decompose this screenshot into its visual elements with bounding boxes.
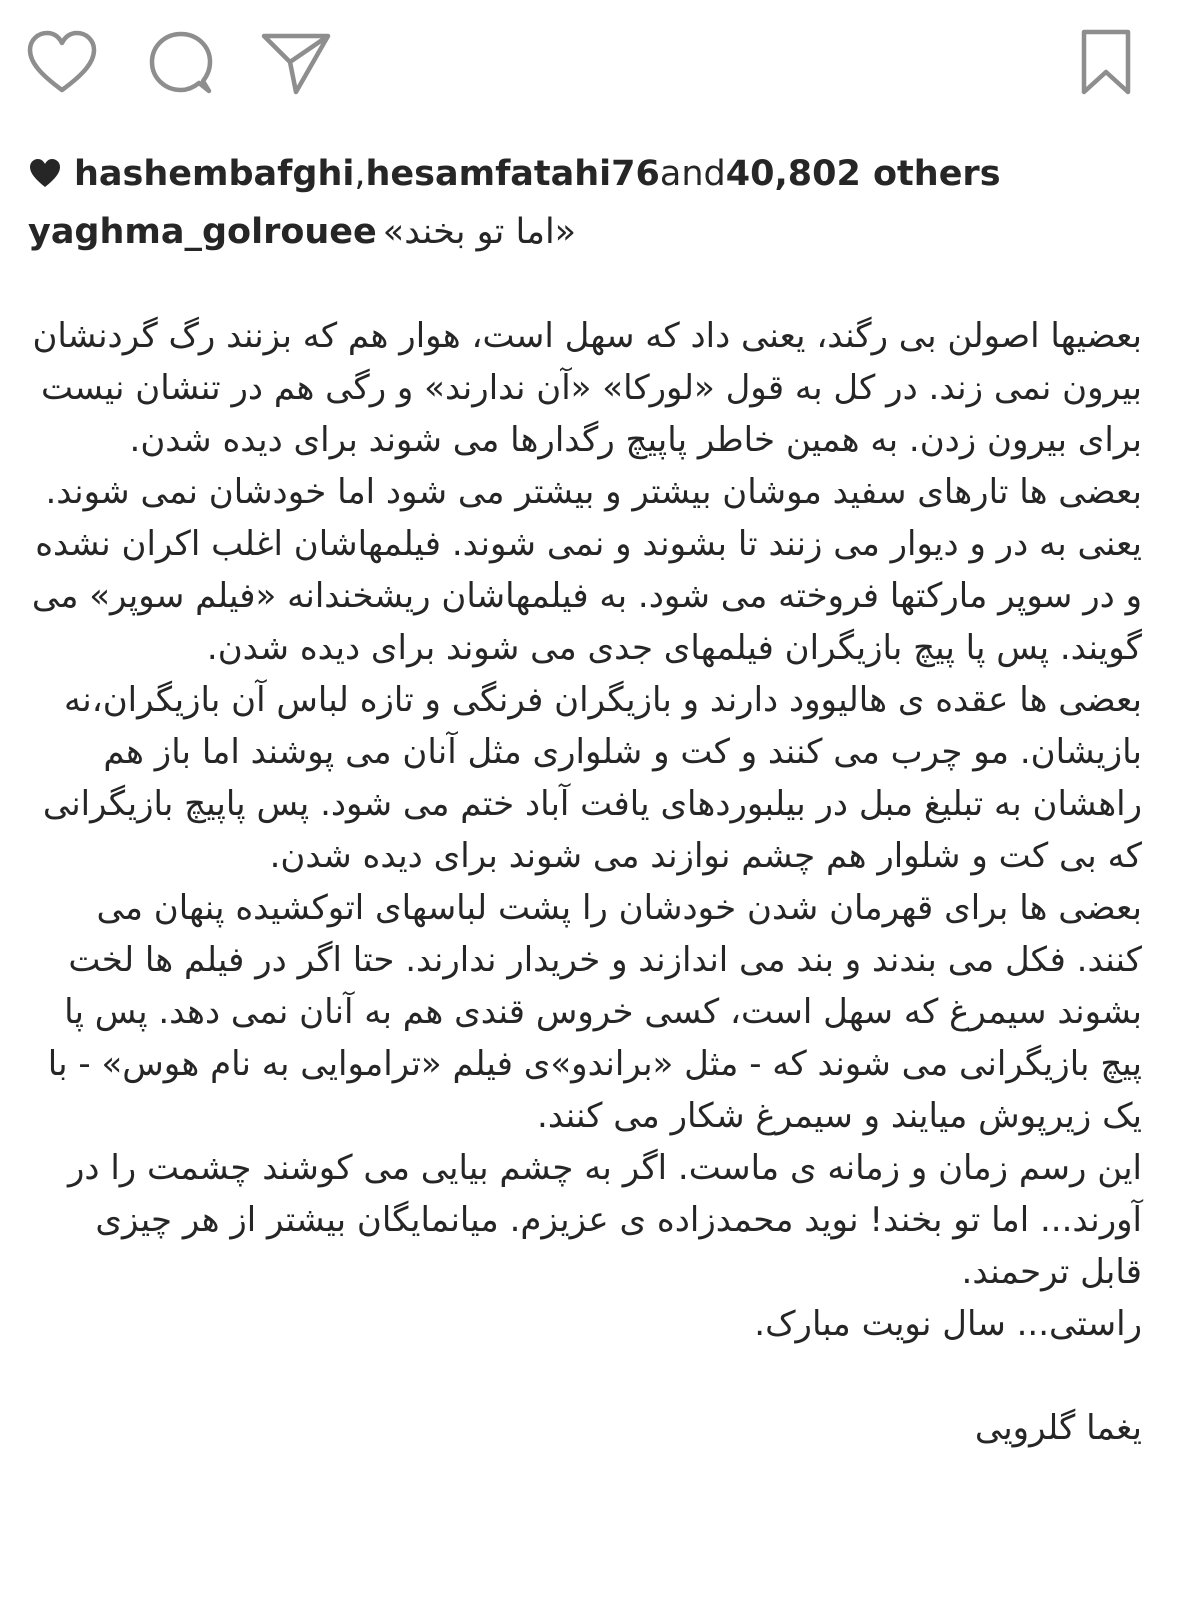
likes-summary — [28, 150, 1168, 198]
caption-paragraph: بعضی ها عقده ی هالیوود دارند و بازیگران فرنگی و تازه لباس آن بازیگران،نه بازیشان. مو چرب می کنند و کت و شلواری مثل آنان می پوشند اما باز هم راهشان به تبلیغ مبل در بیلبوردهای یافت آباد ختم می شود. پس پاپیچ بازیگرانی که بی کت و شلوار هم چشم نوازند می شوند برای دیده شدن. — [42, 680, 1142, 876]
caption-spacer — [30, 1350, 1142, 1402]
heart-icon — [26, 28, 98, 100]
author-username[interactable]: yaghma_golrouee — [28, 212, 377, 252]
likes-and-text: and — [659, 154, 726, 194]
caption-paragraph: بعضیها اصولن بی رگند، یعنی داد که سهل است، هوار هم که بزنند رگ گردنشان بیرون نمی زند. در کل به قول «لورکا» «آن ندارند» و رگی هم در تنشان نیست برای بیرون زدن. به همین خاطر پاپیچ رگدارها می شوند برای دیده شدن. — [32, 316, 1142, 460]
liker-username[interactable]: hashembafghi — [74, 154, 355, 194]
filled-heart-icon — [28, 157, 62, 191]
likes-others-link[interactable]: 40,802 others — [725, 154, 1001, 194]
caption-title: «اما تو بخند» — [382, 212, 577, 252]
bookmark-icon — [1070, 28, 1142, 100]
liker-username[interactable]: hesamfatahi76 — [365, 154, 660, 194]
send-icon — [260, 28, 332, 100]
save-button[interactable] — [1070, 28, 1142, 100]
likes-separator: , — [354, 154, 366, 194]
post-action-bar — [0, 28, 1200, 100]
comment-icon — [145, 28, 217, 100]
caption-header — [28, 208, 1168, 256]
comment-button[interactable] — [145, 28, 217, 100]
like-button[interactable] — [26, 28, 98, 100]
caption-text — [30, 310, 1142, 1454]
caption-signature: یغما گلرویی — [974, 1408, 1142, 1448]
share-button[interactable] — [260, 28, 332, 100]
caption-paragraph: بعضی ها تارهای سفید موشان بیشتر و بیشتر می شود اما خودشان نمی شوند. یعنی به در و دیوار می زنند تا بشوند و نمی شوند. فیلمهاشان اغلب اکران نشده و در سوپر مارکتها فروخته می شود. به فیلمهاشان ریشخندانه «فیلم سوپر» می گویند. پس پا پیچ بازیگران فیلمهای جدی می شوند برای دیده شدن. — [31, 472, 1142, 668]
caption-paragraph: این رسم زمان و زمانه ی ماست. اگر به چشم بیایی می کوشند چشمت را در آورند... اما تو بخند! نوید محمدزاده ی عزیزم. میانمایگان بیشتر از هر چیزی قابل ترحمند. — [67, 1148, 1142, 1292]
caption-paragraph: بعضی ها برای قهرمان شدن خودشان را پشت لباسهای اتوکشیده پنهان می کنند. فکل می بندند و بند می اندازند و خریدار ندارند. حتا اگر در فیلم ها لخت بشوند سیمرغ که سهل است، کسی خروس قندی هم به آنان نمی دهد. پس پا پیچ بازیگرانی می شوند که - مثل «براندو»ی فیلم «تراموایی به نام هوس» - با یک زیرپوش میایند و سیمرغ شکار می کنند. — [47, 888, 1142, 1136]
caption-paragraph: راستی... سال نویت مبارک. — [754, 1304, 1142, 1344]
